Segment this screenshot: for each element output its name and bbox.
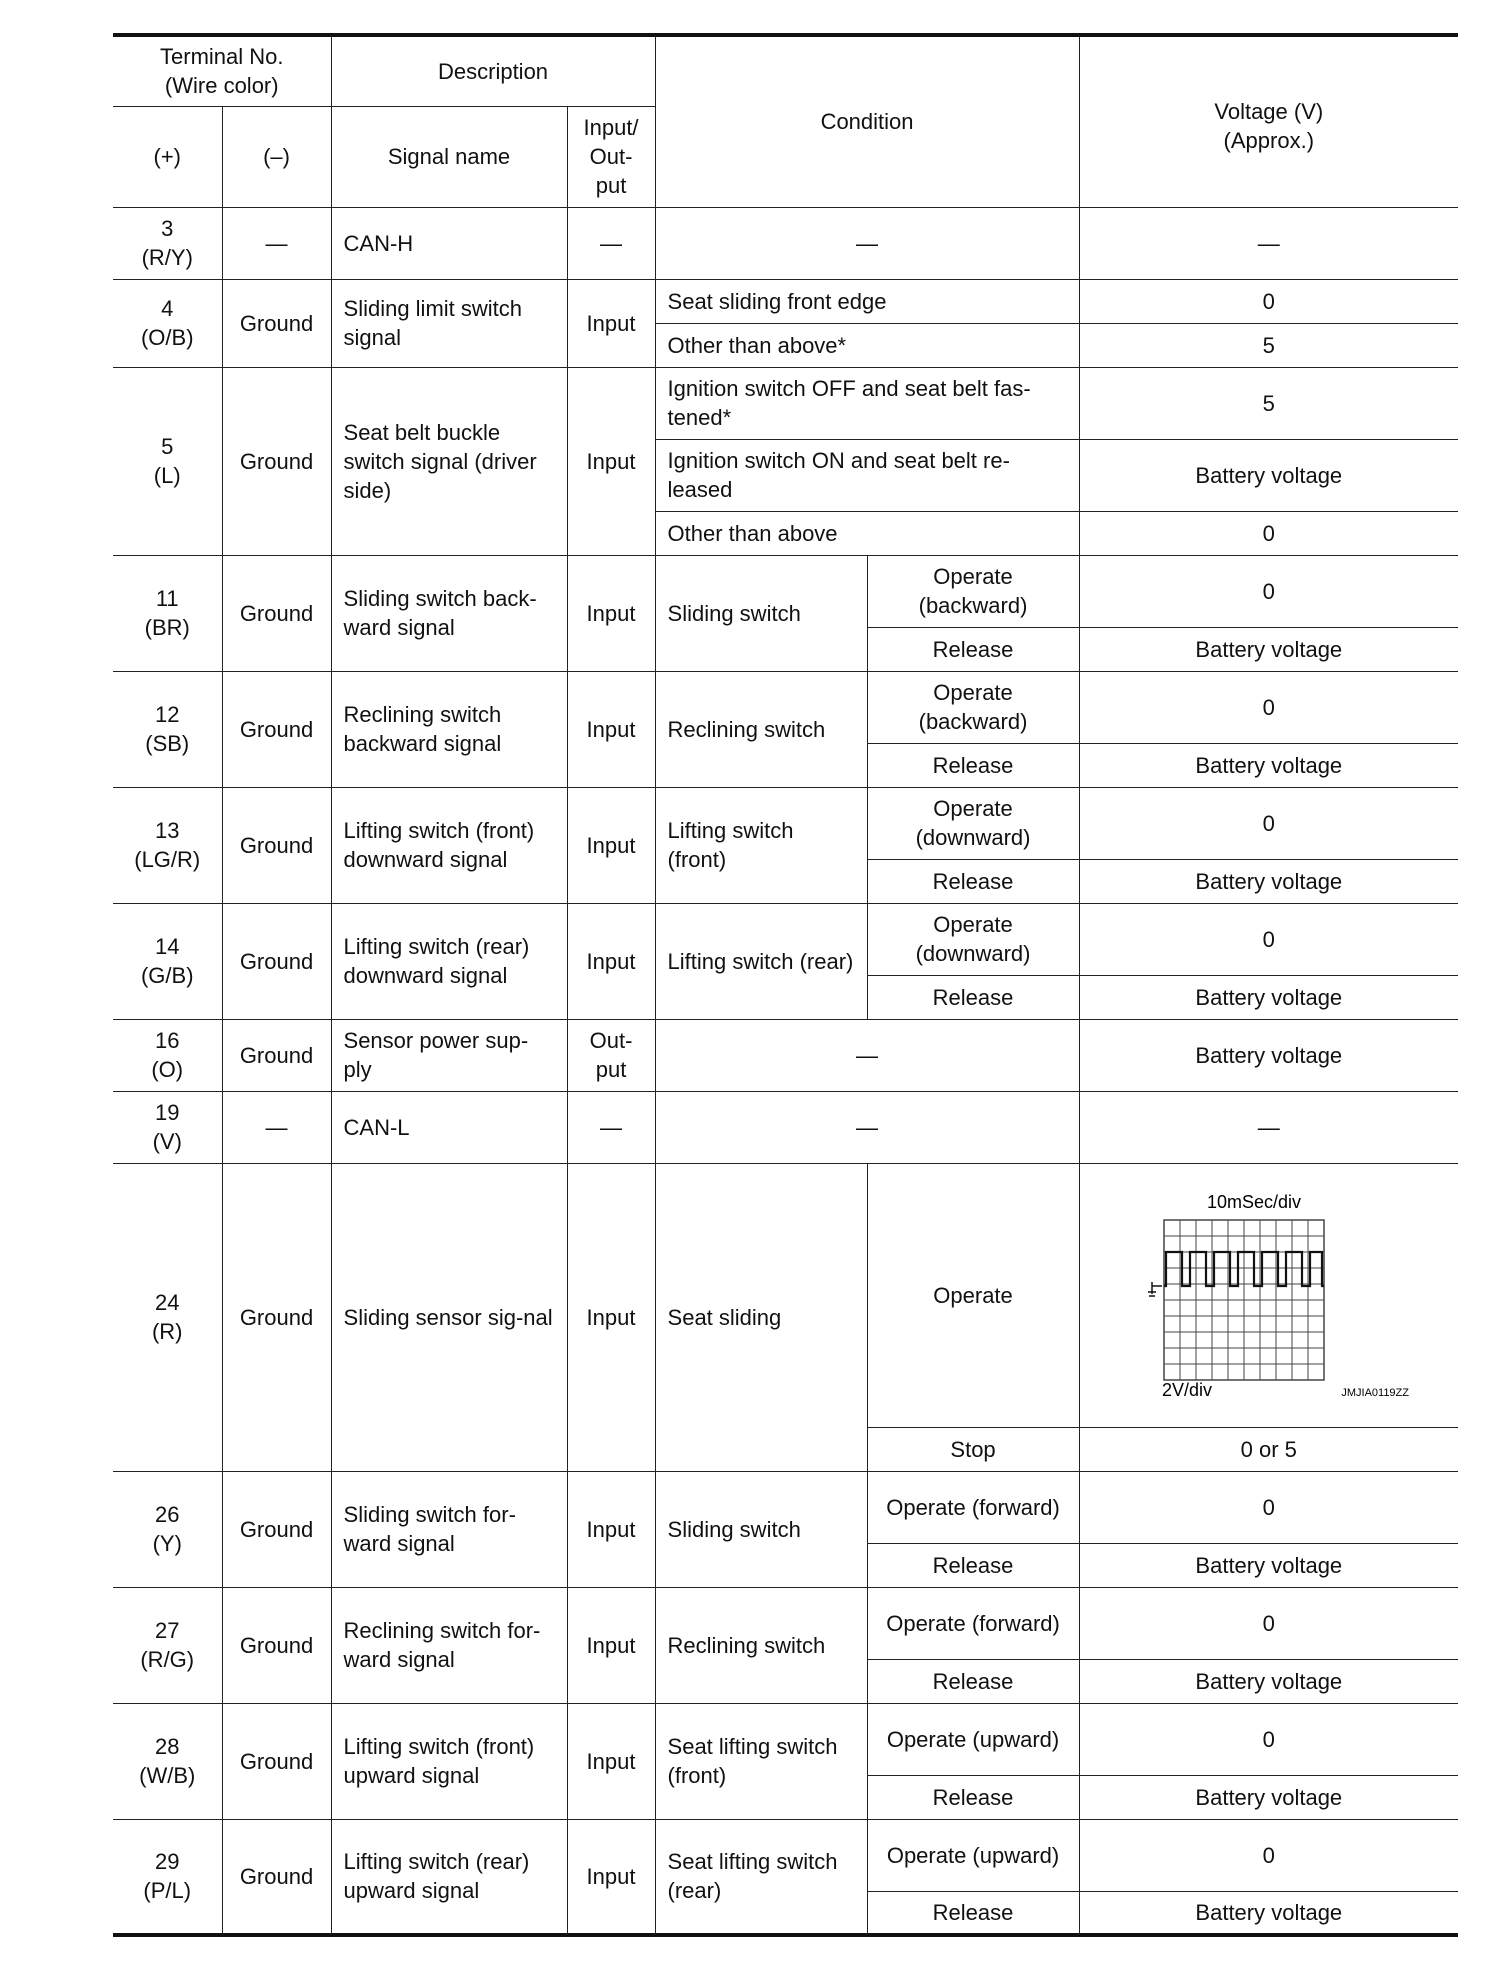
voltage-cell: 0 bbox=[1079, 1703, 1458, 1775]
io-cell: — bbox=[567, 207, 655, 279]
voltage-cell: — bbox=[1079, 207, 1458, 279]
io-cell: Input bbox=[567, 903, 655, 1019]
table-row bbox=[113, 903, 1458, 975]
table-row bbox=[113, 671, 1458, 743]
terminal-cell bbox=[113, 1019, 222, 1091]
state-cell: Operate (forward) bbox=[867, 1471, 1079, 1543]
terminal-number: 11 bbox=[155, 586, 179, 611]
condition-cell: — bbox=[655, 207, 1079, 279]
voltage-cell: 0 bbox=[1079, 787, 1458, 859]
wire-color: (R/Y) bbox=[141, 245, 193, 270]
terminal-cell bbox=[113, 787, 222, 903]
voltage-cell: Battery voltage bbox=[1079, 1659, 1458, 1703]
terminal-number: 14 bbox=[155, 934, 180, 959]
terminal-cell bbox=[113, 1819, 222, 1935]
voltage-cell: 5 bbox=[1079, 323, 1458, 367]
condition-cell: Ignition switch OFF and seat belt fas-tened* bbox=[655, 367, 1079, 439]
io-header bbox=[567, 106, 655, 207]
signal-name-cell: CAN-L bbox=[331, 1091, 567, 1163]
state-cell: Operate (upward) bbox=[867, 1819, 1079, 1891]
table-row bbox=[113, 1471, 1458, 1543]
io-cell: Input bbox=[567, 1163, 655, 1471]
table-row bbox=[113, 555, 1458, 627]
io-text-1: Out- bbox=[589, 1028, 633, 1053]
state-cell: Release bbox=[867, 1891, 1079, 1935]
terminal-cell bbox=[113, 1091, 222, 1163]
signal-name-cell: Lifting switch (rear) upward signal bbox=[331, 1819, 567, 1935]
ground-cell: Ground bbox=[222, 555, 331, 671]
terminal-number: 29 bbox=[155, 1849, 180, 1875]
io-cell: Input bbox=[567, 279, 655, 367]
signal-name-cell: Sliding switch back-ward signal bbox=[331, 555, 567, 671]
terminal-number: 3 bbox=[161, 216, 174, 241]
wire-color: (W/B) bbox=[139, 1763, 196, 1788]
state-cell: Operate (downward) bbox=[867, 903, 1079, 975]
condition-cell: Other than above bbox=[655, 511, 1079, 555]
state-cell: Operate (upward) bbox=[867, 1703, 1079, 1775]
terminal-cell bbox=[113, 207, 222, 279]
signal-name-cell: Seat belt buckle switch signal (driver side) bbox=[331, 367, 567, 555]
condition-cell: Sliding switch bbox=[655, 1471, 867, 1587]
terminal-number: 26 bbox=[155, 1502, 180, 1527]
io-label-2: Out- bbox=[589, 144, 633, 169]
voltage-cell: Battery voltage bbox=[1079, 1019, 1458, 1091]
table-row bbox=[113, 1163, 1458, 1427]
terminal-cell bbox=[113, 1703, 222, 1819]
wire-color: (LG/R) bbox=[134, 847, 201, 872]
io-cell: Input bbox=[567, 1587, 655, 1703]
table-row bbox=[113, 1703, 1458, 1775]
terminal-cell bbox=[113, 671, 222, 787]
terminal-number: 24 bbox=[155, 1290, 180, 1315]
wire-color: (Y) bbox=[152, 1531, 182, 1556]
state-cell: Release bbox=[867, 1659, 1079, 1703]
io-cell: Input bbox=[567, 1703, 655, 1819]
state-cell: Release bbox=[867, 743, 1079, 787]
wire-color-label: (Wire color) bbox=[164, 73, 279, 99]
terminal-cell bbox=[113, 367, 222, 555]
condition-cell: Sliding switch bbox=[655, 555, 867, 671]
voltage-cell: 0 bbox=[1079, 555, 1458, 627]
io-cell: Input bbox=[567, 671, 655, 787]
voltage-cell: 0 bbox=[1079, 1587, 1458, 1659]
ground-cell: Ground bbox=[222, 1819, 331, 1935]
terminal-number: 27 bbox=[155, 1618, 180, 1643]
ground-cell: Ground bbox=[222, 279, 331, 367]
ground-cell: Ground bbox=[222, 1163, 331, 1471]
terminal-no-label: Terminal No. bbox=[160, 44, 284, 70]
table-row bbox=[113, 787, 1458, 859]
voltage-cell: Battery voltage bbox=[1079, 627, 1458, 671]
terminal-cell bbox=[113, 555, 222, 671]
voltage-cell: 5 bbox=[1079, 367, 1458, 439]
terminal-number: 12 bbox=[155, 702, 180, 727]
io-label-3: put bbox=[595, 173, 627, 198]
minus-header: (–) bbox=[222, 106, 331, 207]
signal-name-cell: Lifting switch (front) upward signal bbox=[331, 1703, 567, 1819]
terminal-number: 16 bbox=[155, 1028, 180, 1053]
description-header: Description bbox=[331, 35, 655, 106]
condition-cell: Seat lifting switch (rear) bbox=[655, 1819, 867, 1935]
voltage-cell: 0 bbox=[1079, 511, 1458, 555]
state-cell: Operate (downward) bbox=[867, 787, 1079, 859]
wire-color: (G/B) bbox=[140, 963, 194, 988]
table-row bbox=[113, 1587, 1458, 1659]
signal-name-cell: Lifting switch (rear) downward signal bbox=[331, 903, 567, 1019]
condition-cell: Reclining switch bbox=[655, 671, 867, 787]
signal-name-cell: Lifting switch (front) downward signal bbox=[331, 787, 567, 903]
io-cell: Input bbox=[567, 787, 655, 903]
ground-cell: Ground bbox=[222, 787, 331, 903]
state-cell: Release bbox=[867, 1543, 1079, 1587]
signal-name-cell: CAN-H bbox=[331, 207, 567, 279]
ground-cell: Ground bbox=[222, 1471, 331, 1587]
signal-name-cell: Reclining switch backward signal bbox=[331, 671, 567, 787]
voltage-label: Voltage (V) bbox=[1214, 99, 1324, 124]
voltage-cell: 0 bbox=[1079, 903, 1458, 975]
wire-color: (L) bbox=[153, 463, 181, 488]
signal-name-cell: Reclining switch for-ward signal bbox=[331, 1587, 567, 1703]
io-cell: Input bbox=[567, 555, 655, 671]
signal-name-cell: Sliding limit switch signal bbox=[331, 279, 567, 367]
state-cell: Release bbox=[867, 627, 1079, 671]
condition-header: Condition bbox=[655, 35, 1079, 207]
terminal-cell bbox=[113, 903, 222, 1019]
signal-name-header: Signal name bbox=[331, 106, 567, 207]
terminal-number: 4 bbox=[161, 296, 174, 321]
wire-color: (V) bbox=[152, 1129, 182, 1154]
terminal-no-header bbox=[113, 35, 331, 106]
condition-cell: — bbox=[655, 1091, 1079, 1163]
wire-color: (O) bbox=[151, 1057, 184, 1082]
wire-color: (BR) bbox=[144, 615, 190, 640]
plus-header: (+) bbox=[113, 106, 222, 207]
condition-cell: Other than above* bbox=[655, 323, 1079, 367]
table-row bbox=[113, 1091, 1458, 1163]
ground-cell: Ground bbox=[222, 903, 331, 1019]
signal-name-cell: Sliding switch for-ward signal bbox=[331, 1471, 567, 1587]
condition-cell: — bbox=[655, 1019, 1079, 1091]
signal-name-cell: Sensor power sup-ply bbox=[331, 1019, 567, 1091]
terminal-cell bbox=[113, 279, 222, 367]
ground-cell: Ground bbox=[222, 1587, 331, 1703]
voltage-cell: Battery voltage bbox=[1079, 439, 1458, 511]
ground-cell: Ground bbox=[222, 671, 331, 787]
scope-time-label: 10mSec/div bbox=[1206, 1192, 1301, 1212]
figure-id: JMJIA0119ZZ bbox=[1341, 1387, 1409, 1399]
condition-cell: Lifting switch (rear) bbox=[655, 903, 867, 1019]
table-row bbox=[113, 1019, 1458, 1091]
voltage-cell: 0 bbox=[1079, 1471, 1458, 1543]
signal-name-cell: Sliding sensor sig-nal bbox=[331, 1163, 567, 1471]
condition-cell: Seat sliding front edge bbox=[655, 279, 1079, 323]
table-row bbox=[113, 1819, 1458, 1891]
terminal-table bbox=[113, 33, 1458, 1937]
io-text-2: put bbox=[595, 1057, 627, 1082]
wire-color: (O/B) bbox=[140, 325, 194, 350]
state-cell: Operate (backward) bbox=[867, 555, 1079, 627]
terminal-cell bbox=[113, 1163, 222, 1471]
io-cell: Input bbox=[567, 367, 655, 555]
voltage-cell: Battery voltage bbox=[1079, 1891, 1458, 1935]
ground-cell: Ground bbox=[222, 1019, 331, 1091]
oscilloscope-waveform bbox=[1124, 1190, 1414, 1400]
io-cell: Input bbox=[567, 1471, 655, 1587]
condition-cell: Lifting switch (front) bbox=[655, 787, 867, 903]
io-cell bbox=[567, 1019, 655, 1091]
voltage-cell: Battery voltage bbox=[1079, 1543, 1458, 1587]
wire-color: (R/G) bbox=[140, 1647, 195, 1672]
io-label-1: Input/ bbox=[583, 115, 639, 140]
voltage-cell: 0 bbox=[1079, 671, 1458, 743]
terminal-number: 13 bbox=[155, 818, 180, 843]
scope-volt-label: 2V/div bbox=[1161, 1380, 1212, 1400]
state-cell: Operate (backward) bbox=[867, 671, 1079, 743]
wire-color: (SB) bbox=[145, 731, 190, 756]
scope-grid bbox=[1164, 1220, 1324, 1380]
state-cell: Operate (forward) bbox=[867, 1587, 1079, 1659]
ground-cell: Ground bbox=[222, 1703, 331, 1819]
voltage-cell: Battery voltage bbox=[1079, 975, 1458, 1019]
voltage-cell: Battery voltage bbox=[1079, 1775, 1458, 1819]
terminal-cell bbox=[113, 1471, 222, 1587]
table-row bbox=[113, 367, 1458, 439]
ground-cell: — bbox=[222, 207, 331, 279]
condition-cell: Seat sliding bbox=[655, 1163, 867, 1471]
state-cell: Operate bbox=[867, 1163, 1079, 1427]
voltage-cell: Battery voltage bbox=[1079, 859, 1458, 903]
voltage-cell: — bbox=[1079, 1091, 1458, 1163]
state-cell: Release bbox=[867, 1775, 1079, 1819]
io-cell: Input bbox=[567, 1819, 655, 1935]
voltage-cell: Battery voltage bbox=[1079, 743, 1458, 787]
table-row bbox=[113, 279, 1458, 323]
terminal-cell bbox=[113, 1587, 222, 1703]
condition-cell: Reclining switch bbox=[655, 1587, 867, 1703]
io-cell: — bbox=[567, 1091, 655, 1163]
wire-color: (P/L) bbox=[143, 1878, 192, 1904]
table-row bbox=[113, 207, 1458, 279]
oscilloscope-cell bbox=[1079, 1163, 1458, 1427]
ground-cell: — bbox=[222, 1091, 331, 1163]
terminal-number: 19 bbox=[155, 1100, 180, 1125]
condition-cell: Seat lifting switch (front) bbox=[655, 1703, 867, 1819]
header-row-1 bbox=[113, 35, 1458, 106]
wire-color: (R) bbox=[151, 1319, 183, 1344]
voltage-cell: 0 bbox=[1079, 279, 1458, 323]
terminal-number: 5 bbox=[161, 434, 174, 459]
state-cell: Release bbox=[867, 859, 1079, 903]
ground-symbol-icon bbox=[1148, 1282, 1162, 1296]
state-cell: Release bbox=[867, 975, 1079, 1019]
terminal-number: 28 bbox=[155, 1734, 180, 1759]
ground-cell: Ground bbox=[222, 367, 331, 555]
state-cell: Stop bbox=[867, 1427, 1079, 1471]
voltage-cell: 0 or 5 bbox=[1079, 1427, 1458, 1471]
condition-cell: Ignition switch ON and seat belt re-leased bbox=[655, 439, 1079, 511]
approx-label: (Approx.) bbox=[1223, 128, 1315, 153]
voltage-header bbox=[1079, 35, 1458, 207]
voltage-cell: 0 bbox=[1079, 1819, 1458, 1891]
